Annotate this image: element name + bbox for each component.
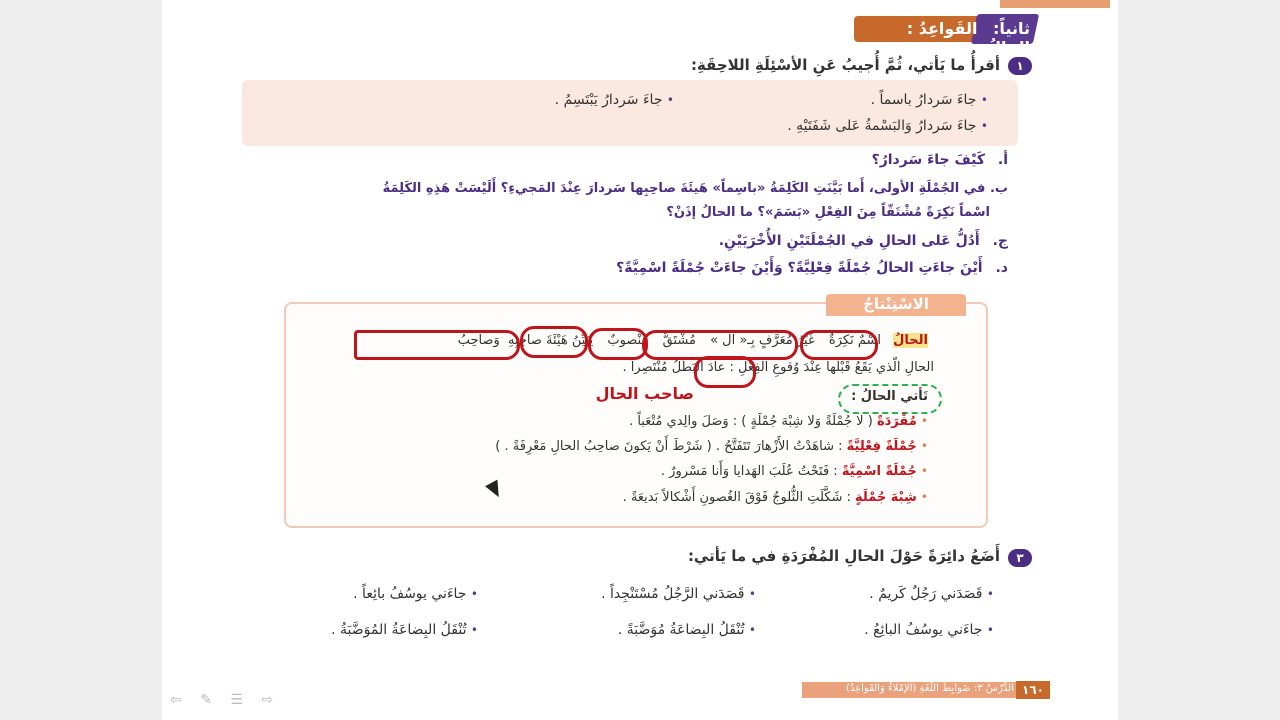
exercise-item-2: • قَصَدَني الرَّجُلُ مُسْتَنْجِداً .	[601, 586, 756, 602]
circle-accusative	[520, 326, 588, 358]
circle-hero	[694, 356, 756, 388]
circle-derived	[588, 328, 648, 360]
example-2: • جاءَ سَردارُ يَبْتَسِمُ .	[554, 92, 674, 108]
forward-arrow-icon[interactable]: ⇨	[261, 692, 274, 708]
exercise-item-5: • تُنْقَلُ البِضاعَةُ مُوَضَّبَةً .	[617, 622, 756, 638]
right-margin	[1118, 0, 1280, 720]
footer-lesson: الدَّرْسُ ٣: ضَوابِطُ اللُّغَةِ (الإمْلاءُ وَالقَواعِدُ)	[846, 683, 1014, 694]
example-1: • جاءَ سَردارُ باسماً .	[870, 92, 988, 108]
exercise-item-6: • تُنْقَلُ البِضاعَةُ المُوَضَّبَةُ .	[331, 622, 478, 638]
page-number: ١٦٠	[1016, 681, 1050, 699]
type-semi-sentence: • شِبْهَ جُمْلَةٍ : شَكَّلَتِ الثُّلوجُ فَوْقَ الغُصونِ أَشْكالاً بَديعَةً .	[622, 490, 928, 505]
seg-noun: اسْمٌ نَكِرَةٌ	[828, 333, 881, 348]
question-d: د. أَيْنَ جاءَتِ الحالُ جُمْلَةً فِعْلِيَّةً؟ وَأَيْنَ جاءَتْ جُمْلَةً اسْمِيَّةً؟	[616, 260, 1008, 276]
type-nominal: • جُمْلَةً اسْمِيَّةً : فَتَحْتُ عُلَبَ الهَدايا وَأَنا مَسْرورٌ .	[660, 464, 928, 479]
section-label: ثانياً:	[993, 19, 1030, 38]
examples-box	[242, 80, 1018, 146]
pen-icon[interactable]: ✎	[200, 692, 212, 708]
question-c: ج. أَدُلُّ عَلى الحالِ في الجُمْلَتَيْنِ الأُخْرَيَيْنِ.	[718, 233, 1008, 249]
type-single: • مُفْرَدَةً ( لا جُمْلَةً وَلا شِبْهَ جُمْلَةٍ ) : وَصَلَ والِدي مُتْعَباً .	[629, 414, 928, 429]
question-3-instruction: أَضَعُ دائِرَةً حَوْلَ الحالِ المُفْرَدَةِ في ما يَأتي:	[687, 547, 1000, 565]
viewer-nav	[170, 692, 290, 712]
left-margin	[0, 0, 162, 720]
section-header	[862, 19, 1030, 57]
question-1-instruction: أقرأُ ما يَأتي، ثُمَّ أُجيبُ عَنِ الأسْئِلَةِ اللاحِقَةِ:	[690, 56, 1000, 74]
question-1-badge: ١	[1008, 57, 1032, 75]
conclusion-title: الاسْتِنْتاجُ	[863, 295, 929, 313]
question-3-badge: ٣	[1008, 549, 1032, 567]
example-3: • جاءَ سَردارُ وَالبَسْمةُ عَلى شَفَتَيْهِ .	[787, 118, 988, 134]
menu-icon[interactable]: ☰	[230, 692, 243, 708]
exercise-item-3: • جاءَني يوسُفُ بائِعاً .	[353, 586, 478, 602]
question-b-continued: اسْماً نَكِرَةً مُشْتَقّاً مِنَ الفِعْلِ «بَسَمَ»؟ ما الحالُ إذَنْ؟	[666, 205, 990, 220]
definition-term: الحالُ	[893, 333, 928, 348]
exercise-item-4: • جاءَني يوسُفُ البائِعُ .	[864, 622, 994, 638]
seg-owner: وَصاحِبُ	[457, 333, 500, 348]
type-verbal: • جُمْلَةً فِعْلِيَّةً : شاهَدْتُ الأَزْهارَ تَتَفَتَّحُ . ( شَرْطَ أَنْ يَكونَ صاحِبُ الحالِ مَعْرِفَةً . )	[495, 439, 928, 454]
question-a: أ. كَيْفَ جاءَ سَردارُ؟	[871, 152, 1008, 168]
back-arrow-icon[interactable]: ⇦	[170, 692, 182, 708]
arrow-owner	[354, 330, 520, 360]
top-decoration	[1000, 0, 1110, 8]
comes-label: تَأتي الحالُ :	[851, 389, 928, 404]
document-page	[162, 0, 1118, 720]
seg-derived: مُشْتَقٌّ	[662, 333, 696, 348]
seg-shows-state: يُبَيِّنُ هَيْئَةَ صاحِبِهِ	[507, 333, 594, 348]
question-b: ب. في الجُمْلَةِ الأولى، أَما بَيَّنَتِ الكَلِمَةُ «باسِماً» هَيئَةَ صاحِبِها سَردارَ عِنْدَ المَجيءِ؟ أَلَيْسَتْ هَذِهِ الكَلِمَةُ	[382, 181, 1008, 196]
section-title: القَواعِدُ : الحالُ	[906, 19, 1030, 57]
exercise-item-1: • قَصَدَني رَجُلٌ كَريمٌ .	[869, 586, 994, 602]
conclusion-line-2: الحالِ الّذي يَقَعُ قَبْلَها عِنْدَ وُقوعِ الفِعْلِ : عادَ البَطَلُ مُنْتَصِراً .	[622, 360, 934, 375]
seg-not-definite: غَيْرُ مُعَرَّفٍ بِـ« ال »	[710, 333, 815, 348]
seg-accusative: مَنْصوبٌ	[607, 333, 649, 348]
annotation-owner: صاحب الحال	[595, 384, 694, 403]
circle-noun	[800, 330, 878, 360]
